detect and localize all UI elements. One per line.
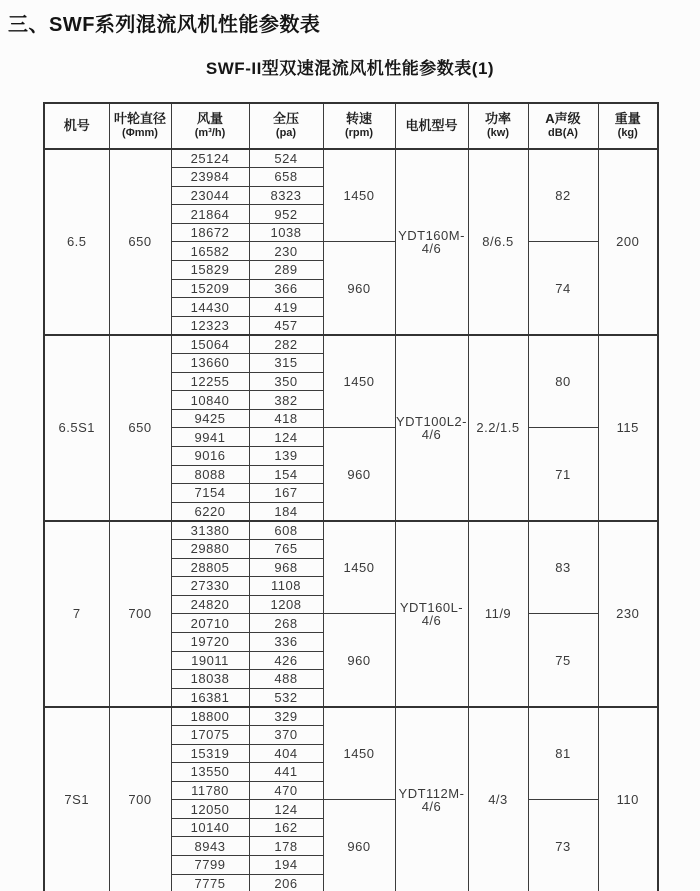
total-pressure-cell: 404 (249, 744, 323, 763)
fan-performance-table (43, 102, 659, 891)
header-label: 电机型号 (405, 117, 458, 133)
total-pressure-cell: 1108 (249, 577, 323, 596)
total-pressure-cell: 608 (249, 521, 323, 540)
sound-level-cell: 74 (528, 242, 598, 335)
header-label: A声级 (545, 111, 581, 126)
total-pressure-cell: 124 (249, 428, 323, 447)
header-unit: (kg) (617, 127, 638, 140)
total-pressure-cell: 370 (249, 725, 323, 744)
total-pressure-cell: 336 (249, 632, 323, 651)
table-row (44, 335, 658, 354)
air-volume-cell: 6220 (171, 502, 249, 521)
total-pressure-cell: 1208 (249, 595, 323, 614)
air-volume-cell: 15064 (171, 335, 249, 354)
sound-level-cell: 82 (528, 149, 598, 242)
air-volume-cell: 15319 (171, 744, 249, 763)
header-unit: (Φmm) (122, 127, 158, 140)
header-air-volume (171, 103, 249, 149)
total-pressure-cell: 154 (249, 465, 323, 484)
fan-table-body (44, 149, 658, 891)
total-pressure-cell: 8323 (249, 186, 323, 205)
air-volume-cell: 12323 (171, 316, 249, 335)
air-volume-cell: 15829 (171, 261, 249, 280)
header-label: 风量 (196, 111, 223, 126)
air-volume-cell: 7799 (171, 856, 249, 875)
header-impeller-diameter (109, 103, 171, 149)
air-volume-cell: 10140 (171, 818, 249, 837)
air-volume-cell: 17075 (171, 725, 249, 744)
impeller-diameter-cell: 700 (109, 707, 171, 891)
machine-no-cell: 6.5S1 (44, 335, 109, 521)
impeller-diameter-cell: 650 (109, 149, 171, 335)
table-row (44, 521, 658, 540)
air-volume-cell: 21864 (171, 205, 249, 224)
header-unit: (kw) (487, 127, 509, 140)
air-volume-cell: 24820 (171, 595, 249, 614)
air-volume-cell: 19011 (171, 651, 249, 670)
motor-model-cell: YDT112M-4/6 (395, 707, 468, 891)
sound-level-cell: 81 (528, 707, 598, 800)
total-pressure-cell: 194 (249, 856, 323, 875)
total-pressure-cell: 289 (249, 261, 323, 280)
weight-cell: 115 (598, 335, 658, 521)
machine-no-cell: 7 (44, 521, 109, 707)
air-volume-cell: 28805 (171, 558, 249, 577)
air-volume-cell: 12050 (171, 800, 249, 819)
total-pressure-cell: 162 (249, 818, 323, 837)
speed-cell: 960 (323, 800, 395, 891)
total-pressure-cell: 968 (249, 558, 323, 577)
table-subtitle: SWF-II型双速混流风机性能参数表(1) (205, 59, 495, 78)
air-volume-cell: 8088 (171, 465, 249, 484)
air-volume-cell: 15209 (171, 279, 249, 298)
total-pressure-cell: 382 (249, 391, 323, 410)
header-motor-model (395, 103, 468, 149)
air-volume-cell: 14430 (171, 298, 249, 317)
sound-level-cell: 83 (528, 521, 598, 614)
header-unit: (m³/h) (194, 127, 226, 140)
air-volume-cell: 9941 (171, 428, 249, 447)
speed-cell: 960 (323, 614, 395, 707)
air-volume-cell: 20710 (171, 614, 249, 633)
machine-no-cell: 6.5 (44, 149, 109, 335)
air-volume-cell: 18672 (171, 223, 249, 242)
header-unit: (pa) (275, 127, 297, 140)
header-sound-level (528, 103, 598, 149)
power-cell: 2.2/1.5 (468, 335, 528, 521)
header-label: 功率 (484, 111, 511, 126)
table-row (44, 707, 658, 726)
total-pressure-cell: 457 (249, 316, 323, 335)
sound-level-cell: 73 (528, 800, 598, 891)
header-machine-no (44, 103, 109, 149)
total-pressure-cell: 441 (249, 763, 323, 782)
total-pressure-cell: 282 (249, 335, 323, 354)
speed-cell: 1450 (323, 335, 395, 428)
air-volume-cell: 16381 (171, 688, 249, 707)
total-pressure-cell: 329 (249, 707, 323, 726)
header-unit: (rpm) (344, 127, 374, 140)
weight-cell: 200 (598, 149, 658, 335)
sound-level-cell: 71 (528, 428, 598, 521)
air-volume-cell: 13550 (171, 763, 249, 782)
total-pressure-cell: 315 (249, 354, 323, 373)
total-pressure-cell: 206 (249, 874, 323, 891)
total-pressure-cell: 167 (249, 484, 323, 503)
air-volume-cell: 8943 (171, 837, 249, 856)
header-label: 转速 (345, 111, 372, 126)
air-volume-cell: 12255 (171, 372, 249, 391)
power-cell: 8/6.5 (468, 149, 528, 335)
air-volume-cell: 10840 (171, 391, 249, 410)
total-pressure-cell: 488 (249, 670, 323, 689)
header-row (44, 103, 658, 149)
air-volume-cell: 27330 (171, 577, 249, 596)
air-volume-cell: 31380 (171, 521, 249, 540)
motor-model-cell: YDT160L-4/6 (395, 521, 468, 707)
air-volume-cell: 11780 (171, 781, 249, 800)
total-pressure-cell: 350 (249, 372, 323, 391)
total-pressure-cell: 470 (249, 781, 323, 800)
total-pressure-cell: 532 (249, 688, 323, 707)
speed-cell: 1450 (323, 521, 395, 614)
air-volume-cell: 7775 (171, 874, 249, 891)
total-pressure-cell: 139 (249, 447, 323, 466)
air-volume-cell: 23984 (171, 168, 249, 187)
air-volume-cell: 19720 (171, 632, 249, 651)
total-pressure-cell: 765 (249, 539, 323, 558)
header-label: 重量 (614, 111, 641, 126)
air-volume-cell: 7154 (171, 484, 249, 503)
table-row (44, 149, 658, 168)
header-speed (323, 103, 395, 149)
header-label: 机号 (63, 117, 90, 133)
weight-cell: 230 (598, 521, 658, 707)
total-pressure-cell: 184 (249, 502, 323, 521)
table-header (44, 103, 658, 149)
total-pressure-cell: 418 (249, 409, 323, 428)
impeller-diameter-cell: 650 (109, 335, 171, 521)
speed-cell: 1450 (323, 149, 395, 242)
total-pressure-cell: 230 (249, 242, 323, 261)
air-volume-cell: 25124 (171, 149, 249, 168)
total-pressure-cell: 178 (249, 837, 323, 856)
air-volume-cell: 9425 (171, 409, 249, 428)
header-power (468, 103, 528, 149)
speed-cell: 1450 (323, 707, 395, 800)
header-weight (598, 103, 658, 149)
weight-cell: 110 (598, 707, 658, 891)
sound-level-cell: 75 (528, 614, 598, 707)
power-cell: 11/9 (468, 521, 528, 707)
total-pressure-cell: 268 (249, 614, 323, 633)
total-pressure-cell: 426 (249, 651, 323, 670)
total-pressure-cell: 658 (249, 168, 323, 187)
power-cell: 4/3 (468, 707, 528, 891)
page-title: 三、SWF系列混流风机性能参数表 (8, 14, 321, 36)
motor-model-cell: YDT160M-4/6 (395, 149, 468, 335)
header-label: 叶轮直径 (113, 111, 166, 126)
air-volume-cell: 18038 (171, 670, 249, 689)
total-pressure-cell: 952 (249, 205, 323, 224)
speed-cell: 960 (323, 242, 395, 335)
air-volume-cell: 16582 (171, 242, 249, 261)
air-volume-cell: 13660 (171, 354, 249, 373)
air-volume-cell: 18800 (171, 707, 249, 726)
machine-no-cell: 7S1 (44, 707, 109, 891)
total-pressure-cell: 1038 (249, 223, 323, 242)
air-volume-cell: 9016 (171, 447, 249, 466)
total-pressure-cell: 419 (249, 298, 323, 317)
header-label: 全压 (272, 111, 299, 126)
total-pressure-cell: 366 (249, 279, 323, 298)
air-volume-cell: 29880 (171, 539, 249, 558)
speed-cell: 960 (323, 428, 395, 521)
total-pressure-cell: 124 (249, 800, 323, 819)
sound-level-cell: 80 (528, 335, 598, 428)
header-unit: dB(A) (548, 127, 578, 140)
total-pressure-cell: 524 (249, 149, 323, 168)
motor-model-cell: YDT100L2-4/6 (395, 335, 468, 521)
header-total-pressure (249, 103, 323, 149)
air-volume-cell: 23044 (171, 186, 249, 205)
impeller-diameter-cell: 700 (109, 521, 171, 707)
